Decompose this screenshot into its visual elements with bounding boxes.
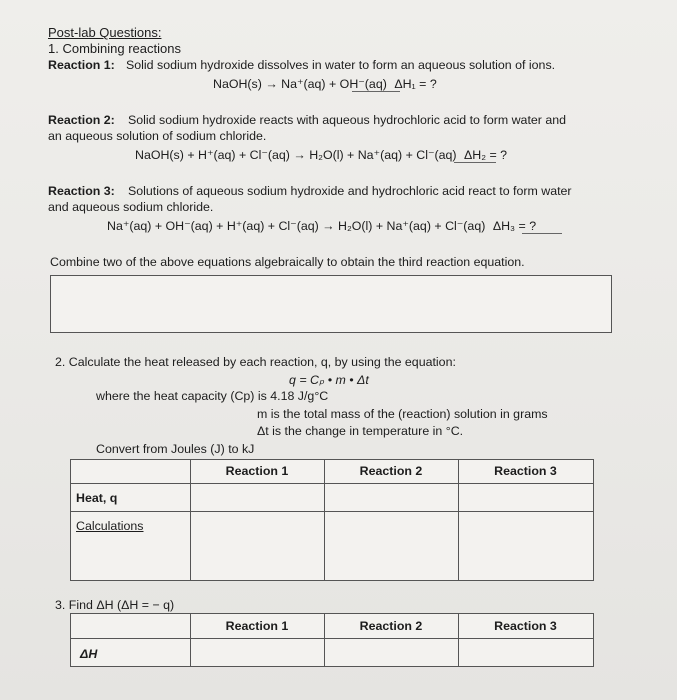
heat-table xyxy=(70,459,594,581)
reaction-2-description-line1: Solid sodium hydroxide reacts with aqueous hydrochloric acid to form water and xyxy=(128,113,567,127)
reaction-2-equation xyxy=(135,148,507,163)
reaction-2-description-line2: an aqueous solution of sodium chloride. xyxy=(48,129,267,143)
combine-instruction: Combine two of the above equations algebraically to obtain the third reaction equation. xyxy=(50,255,525,269)
delta-h-table-header-reaction-2: Reaction 2 xyxy=(359,619,423,633)
reaction-3-label: Reaction 3: xyxy=(48,184,115,198)
reaction-3-blank-line xyxy=(522,233,562,234)
question-3-label: 3. Find ΔH (ΔH = − q) xyxy=(55,598,175,612)
combine-answer-box[interactable] xyxy=(50,275,612,333)
heat-equation: q = Cₚ • m • Δt xyxy=(289,373,369,387)
delta-h-table-header-reaction-1: Reaction 1 xyxy=(225,619,289,633)
delta-h-table-header-reaction-3: Reaction 3 xyxy=(494,619,557,633)
reaction-1-equation xyxy=(213,77,437,92)
heat-capacity-definition: where the heat capacity (Cp) is 4.18 J/g°C xyxy=(96,389,329,403)
delta-h-reaction-2-cell[interactable] xyxy=(325,639,457,665)
delta-h-reaction-3-cell[interactable] xyxy=(459,639,592,665)
reaction-3-description-line2: and aqueous sodium chloride. xyxy=(48,200,214,214)
delta-t-definition: Δt is the change in temperature in °C. xyxy=(257,424,464,438)
reaction-3-delta-h: ΔH₃ = ? xyxy=(492,219,537,233)
question-1-label: 1. Combining reactions xyxy=(48,41,181,56)
reaction-1-blank-line xyxy=(352,91,400,92)
heat-q-reaction-2-cell[interactable] xyxy=(325,484,457,511)
heat-q-reaction-1-cell[interactable] xyxy=(191,484,323,511)
reaction-2-delta-h: ΔH₂ = ? xyxy=(463,148,508,162)
reaction-2-equation-text: NaOH(s) + H⁺(aq) + Cl⁻(aq) → H₂O(l) + Na⁺(aq) + Cl⁻(aq) xyxy=(135,148,457,162)
heat-table-header-reaction-2: Reaction 2 xyxy=(359,464,423,478)
delta-h-reaction-1-cell[interactable] xyxy=(191,639,323,665)
question-2-intro: 2. Calculate the heat released by each reaction, q, by using the equation: xyxy=(55,355,456,369)
calculations-reaction-1-cell[interactable] xyxy=(191,512,323,579)
reaction-1-label: Reaction 1: xyxy=(48,58,115,72)
reaction-1-delta-h: ΔH₁ = ? xyxy=(394,77,437,91)
reaction-2-label: Reaction 2: xyxy=(48,113,115,127)
heat-q-reaction-3-cell[interactable] xyxy=(459,484,592,511)
delta-h-table xyxy=(70,613,594,667)
heat-table-header-reaction-3: Reaction 3 xyxy=(494,464,557,478)
heat-row-label: Heat, q xyxy=(76,491,118,505)
calculations-row-label: Calculations xyxy=(76,519,144,533)
convert-units-note: Convert from Joules (J) to kJ xyxy=(96,442,255,456)
reaction-3-equation-text: Na⁺(aq) + OH⁻(aq) + H⁺(aq) + Cl⁻(aq) → H₂O(l) + Na⁺(aq) + Cl⁻(aq) xyxy=(107,219,486,233)
reaction-1-equation-text: NaOH(s) → Na⁺(aq) + OH⁻(aq) xyxy=(213,77,387,91)
mass-definition: m is the total mass of the (reaction) solution in grams xyxy=(257,407,548,421)
reaction-2-blank-line xyxy=(454,162,496,163)
page-title: Post-lab Questions: xyxy=(48,25,162,40)
heat-table-header-reaction-1: Reaction 1 xyxy=(225,464,289,478)
reaction-3-equation xyxy=(107,219,536,234)
delta-h-row-label: ΔH xyxy=(80,647,98,661)
calculations-reaction-2-cell[interactable] xyxy=(325,512,457,579)
reaction-1-description: Solid sodium hydroxide dissolves in water to form an aqueous solution of ions. xyxy=(126,58,556,72)
calculations-reaction-3-cell[interactable] xyxy=(459,512,592,579)
reaction-3-description-line1: Solutions of aqueous sodium hydroxide and hydrochloric acid react to form water xyxy=(128,184,572,198)
